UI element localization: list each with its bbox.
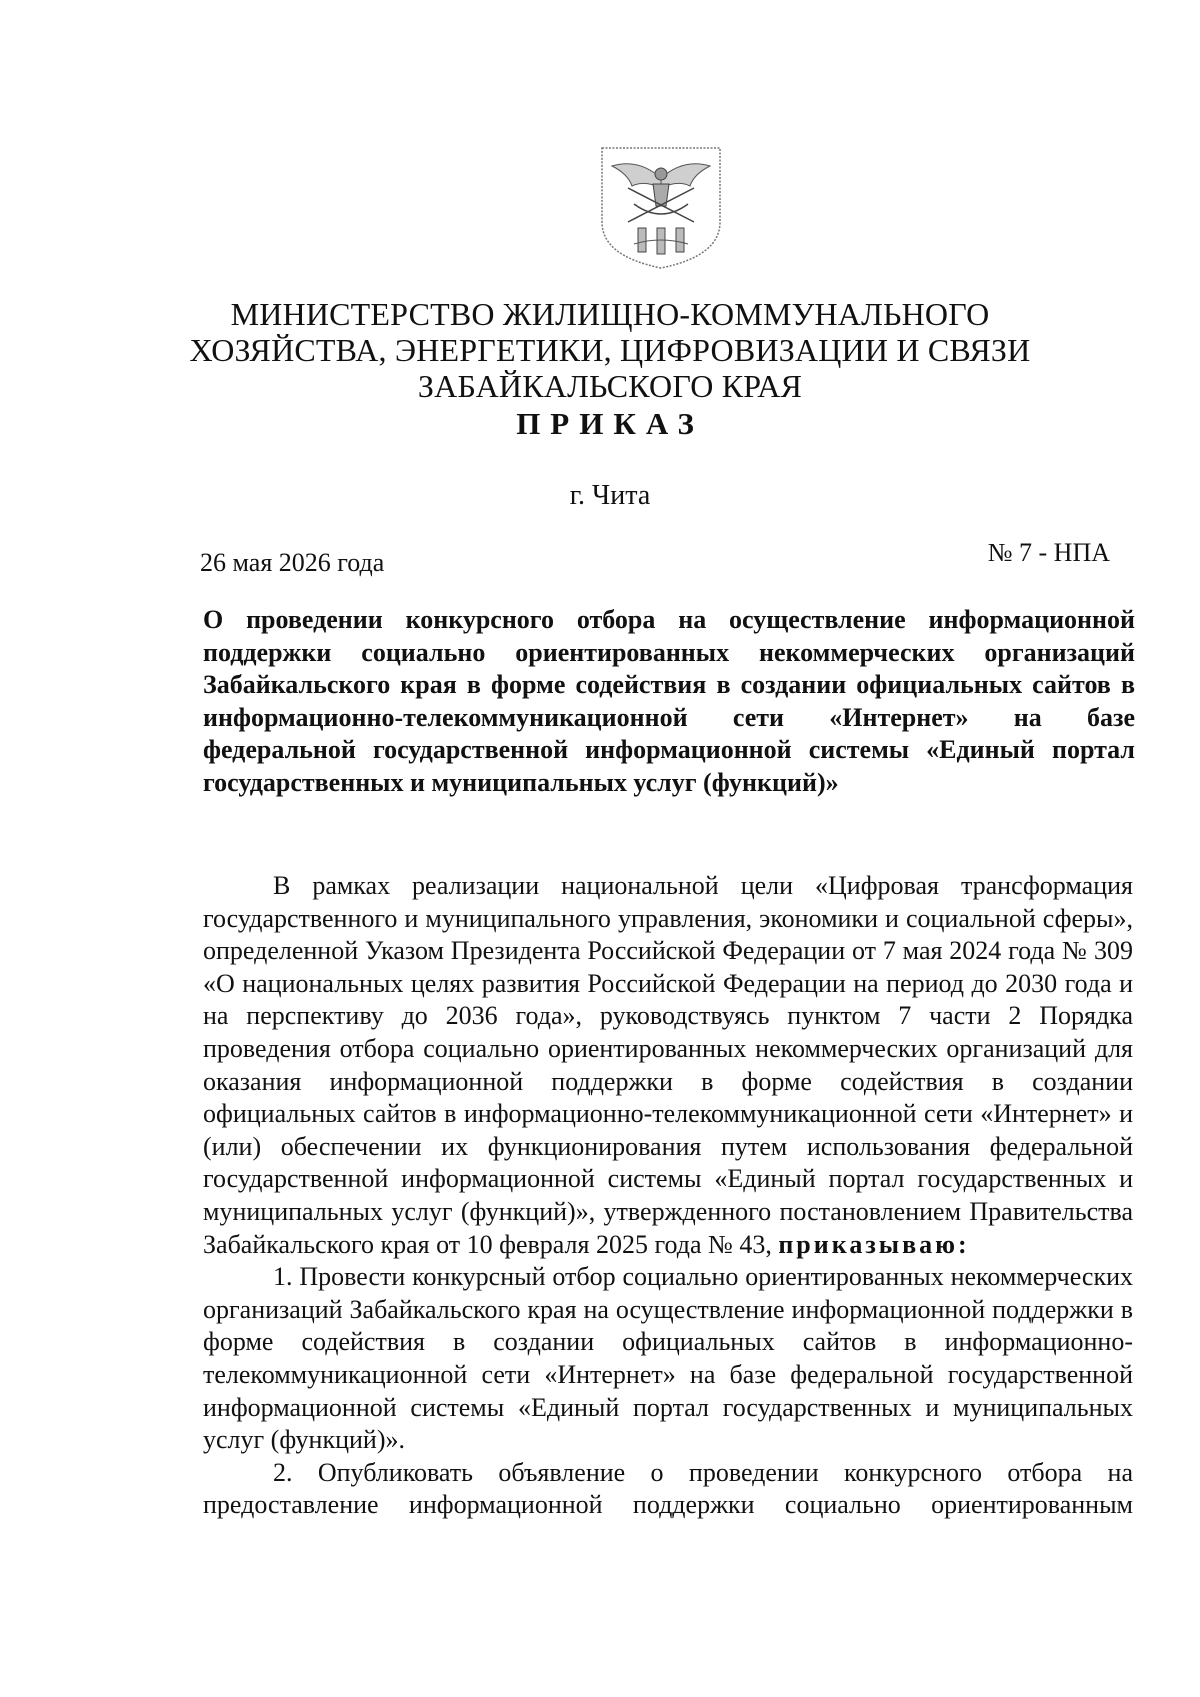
document-subject: О проведении конкурсного отбора на осуществление информационной поддержки социально ориентированных некоммерческих организаций Забайкальского края в форме содействия в создании официальных сайтов в информационно-телекоммуникационной сети «Интернет» на базе федеральной государственной информационной системы «Единый портал государственных и муниципальных услуг (функций)» bbox=[203, 605, 1135, 797]
preamble-paragraph bbox=[203, 870, 1133, 1261]
document-number: № 7 - НПА bbox=[987, 538, 1110, 567]
ministry-line: ХОЗЯЙСТВА, ЭНЕРГЕТИКИ, ЦИФРОВИЗАЦИИ И СВЯЗИ bbox=[189, 332, 1031, 368]
document-body bbox=[203, 870, 1133, 1522]
decree-word: приказываю: bbox=[778, 1229, 970, 1259]
ministry-name bbox=[180, 296, 1040, 404]
document-date: 26 мая 2026 года bbox=[200, 548, 385, 577]
city: г. Чита bbox=[569, 480, 651, 511]
ministry-line: ЗАБАЙКАЛЬСКОГО КРАЯ bbox=[417, 368, 803, 404]
order-item: 2. Опубликовать объявление о проведении конкурсного отбора на предоставление информационной поддержки социально ориентированным bbox=[203, 1457, 1133, 1520]
preamble-text: В рамках реализации национальной цели «Цифровая трансформация государственного и муниципального управления, экономики и социальной сферы», определенной Указом Президента Российской Федерации от 7 мая 2024 года № 309 «О национальных целях развития Российской Федерации на период до 2030 года и на перспективу до 2036 года», руководствуясь пунктом 7 части 2 Порядка проведения отбора социально ориентированных некоммерческих организаций для оказания информационной поддержки в форме содействия в создании официальных сайтов в информационно-телекоммуникационной сети «Интернет» и (или) обеспечении их функционирования путем использования федеральной государственной информационной системы «Единый портал государственных и муниципальных услуг (функций)», утвержденного постановлением Правительства Забайкальского края от 10 февраля 2025 года № 43, bbox=[203, 871, 1133, 1259]
ministry-line: МИНИСТЕРСТВО ЖИЛИЩНО-КОММУНАЛЬНОГО bbox=[230, 296, 990, 332]
order-item: 1. Провести конкурсный отбор социально ориентированных некоммерческих организаций Забайкальского края на осуществление информационной поддержки в форме содействия в создании официальных сайтов в информационно-телекоммуникационной сети «Интернет» на базе федеральной государственной информационной системы «Единый портал государственных и муниципальных услуг (функций)». bbox=[203, 1262, 1133, 1455]
document-type-title: ПРИКАЗ bbox=[516, 406, 704, 441]
coat-of-arms-emblem bbox=[598, 144, 724, 272]
